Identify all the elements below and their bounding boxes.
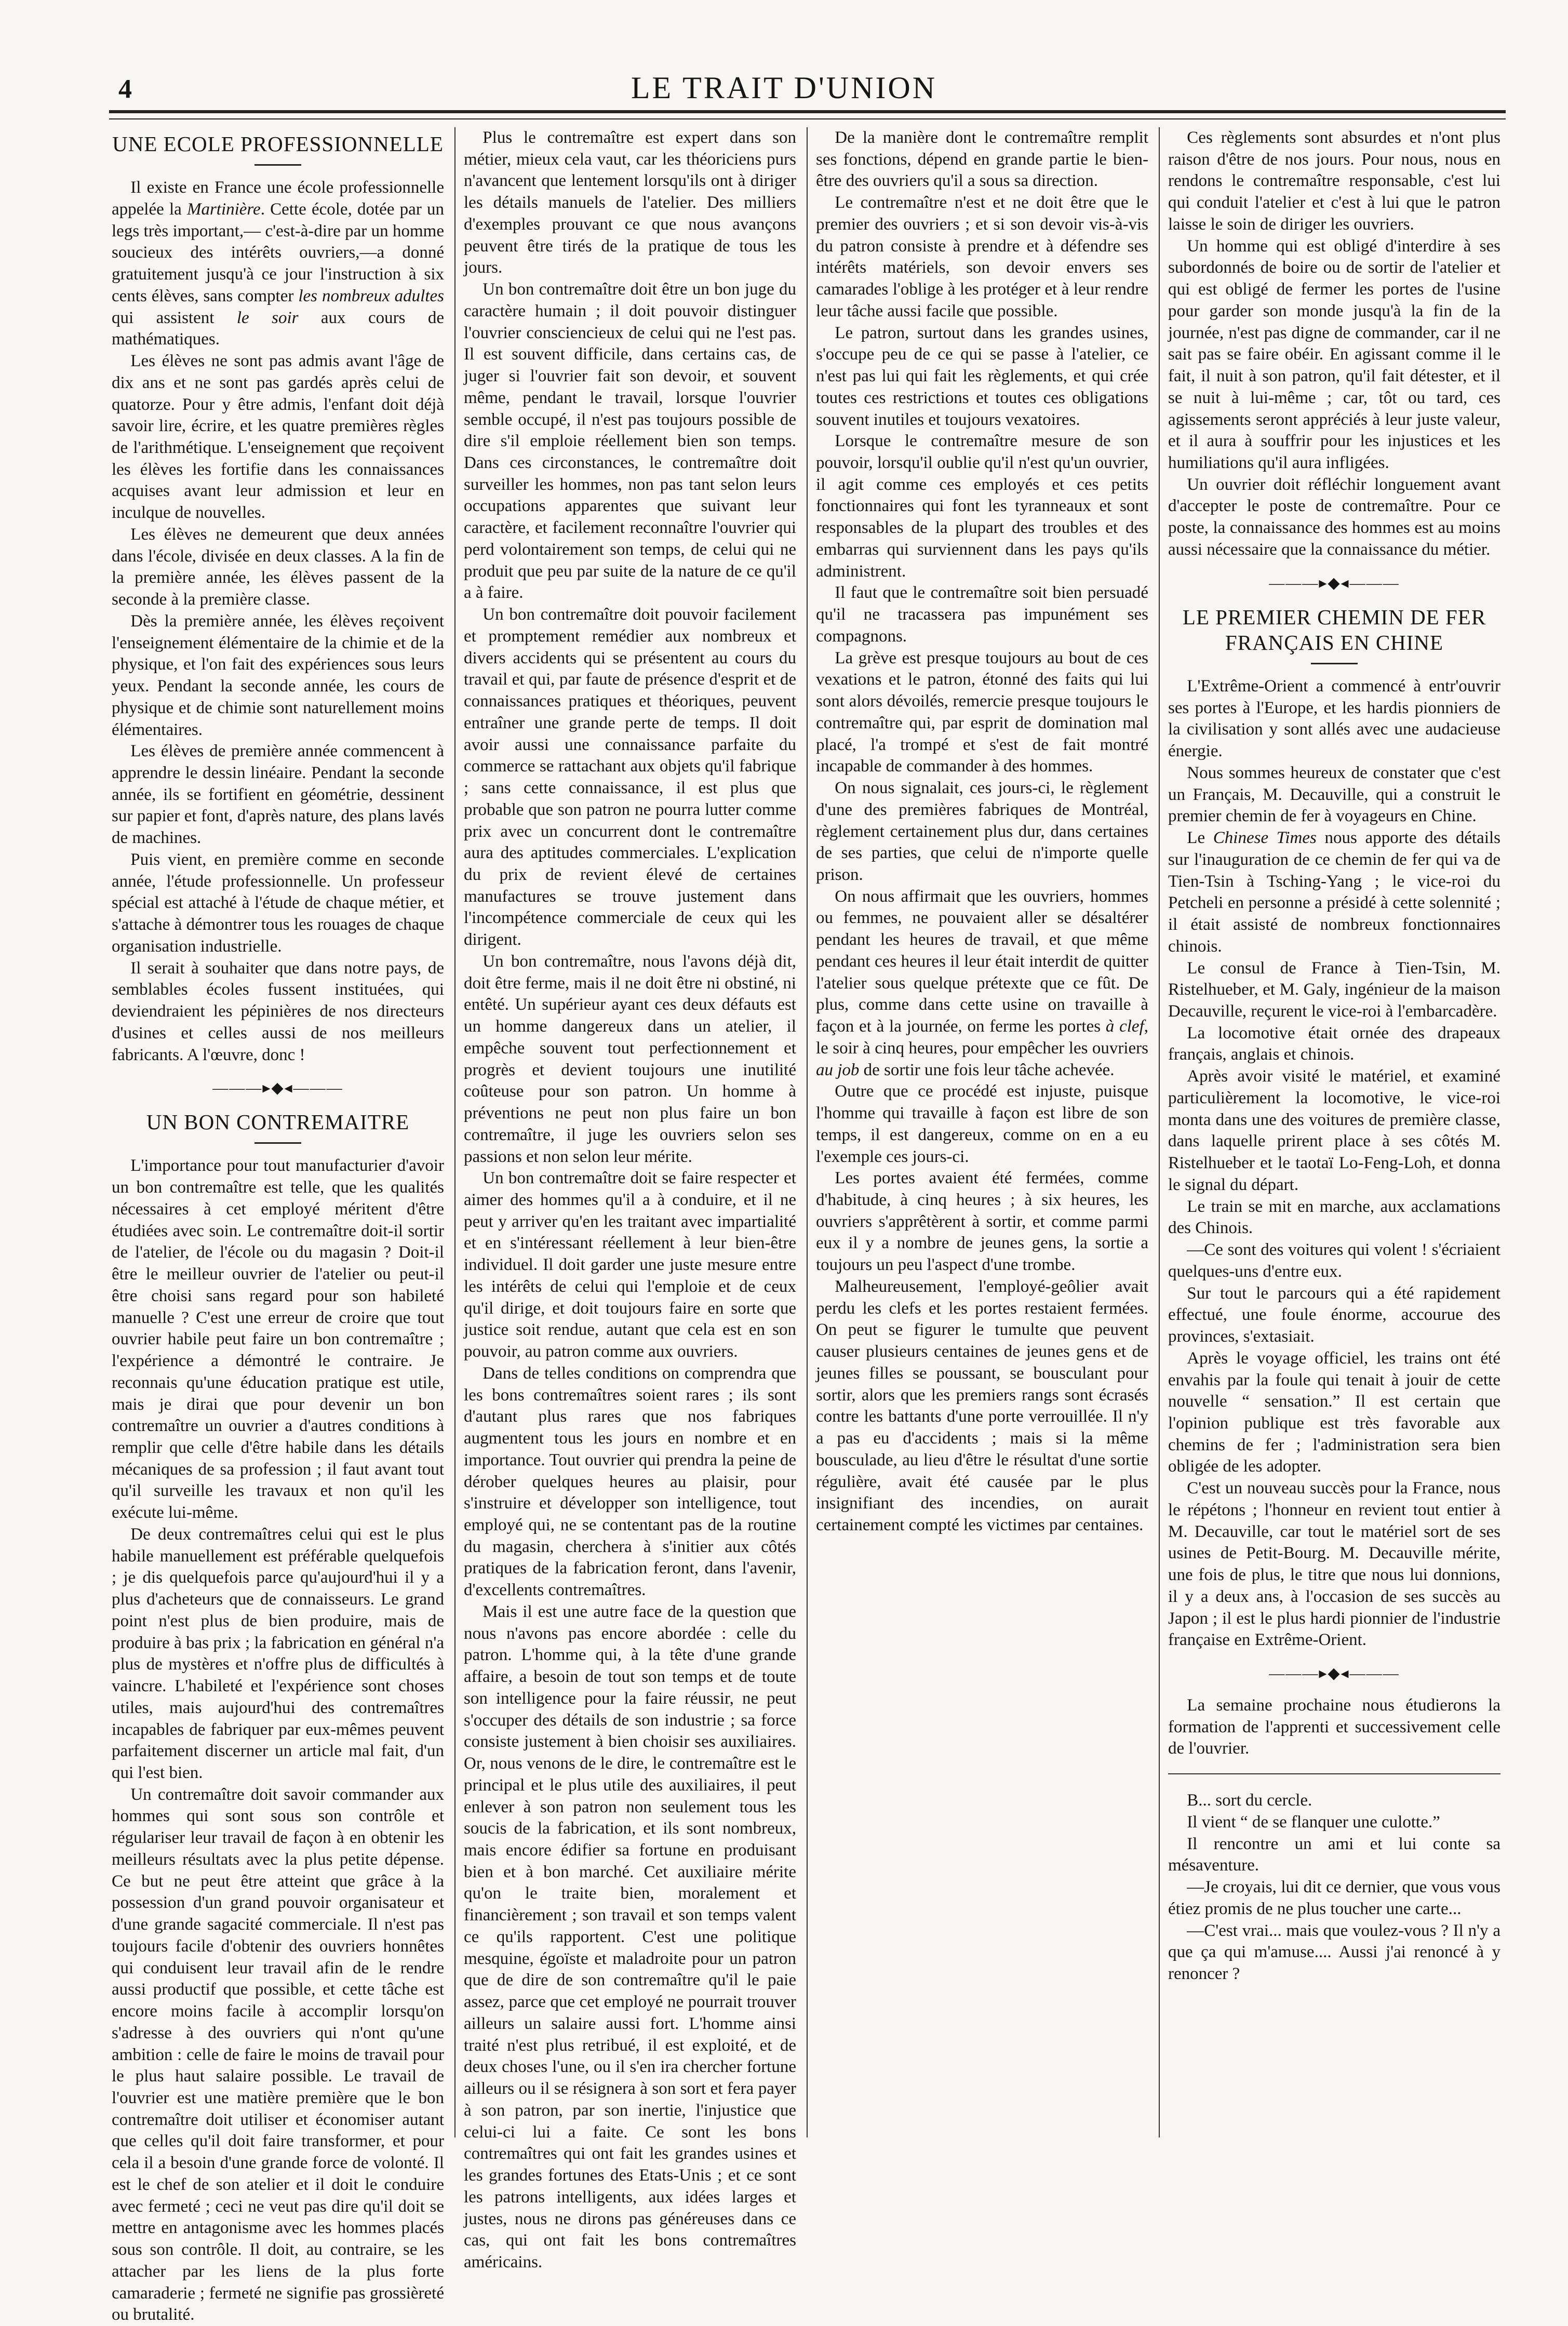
paragraph: Les élèves ne demeurent que deux années dans l'école, divisée en deux classes. A la fin de la première année, les élèves passent de la seconde à la première classe. — [112, 525, 444, 609]
section-divider — [1168, 1773, 1500, 1774]
paragraph: On nous signalait, ces jours-ci, le règlement d'une des premières fabriques de Montréal, règlement certainement plus dur, dans certaines de ses parties, que celui de n'importe quelle prison. — [816, 779, 1148, 884]
paragraph: Dans de telles conditions on comprendra que les bons contremaîtres soient rares ; ils sont d'autant plus rares que nos fabriques augmentent tous les jours en nombre et en importance. Tout ouvrier qui prendra la peine de dérober quelques heures au plaisir, pour s'instruire et développer son intelligence, tout employé qui, ne se contentant pas de la routine du magasin, cherchera à s'initier aux côtés pratiques de la fabrication feront, dans l'avenir, d'excellents contremaîtres. — [464, 1363, 796, 1600]
paragraph: Puis vient, en première comme en seconde année, l'étude professionnelle. Un professeur spécial est attaché à l'étude de chaque métier, et s'attache à démontrer tous les rouages de chaque organisation industrielle. — [112, 850, 444, 956]
title-rule — [1311, 663, 1358, 664]
paragraph: On nous affirmait que les ouvriers, hommes ou femmes, ne pouvaient aller se désaltérer pendant les heures de travail, et que même pendant ces heures il leur était interdit de quitter l'atelier sous quelque prétexte que ce fût. De plus, comme dans cette usine on travaille à façon et à la journée, on ferme les portes à clef, le soir à cinq heures, pour empêcher les ouvriers au job de sortir une fois leur tâche achevée. — [816, 887, 1148, 1079]
column-rule — [1159, 127, 1160, 2137]
paragraph: Un bon contremaître, nous l'avons déjà dit, doit être ferme, mais il ne doit être ni obstiné, ni entêté. Un supérieur ayant ces deux défauts est un homme dangereux dans un atelier, il empêche souvent tout perfectionnement et progrès et devient toujours une inutilité coûteuse pour son patron. Un homme à préventions ne peut non plus faire un bon contremaître, il juge les ouvriers selon ses passions et non selon leur mérite. — [464, 952, 796, 1166]
page-number: 4 — [118, 74, 132, 104]
paragraph: —Ce sont des voitures qui volent ! s'écriaient quelques-uns d'entre eux. — [1168, 1240, 1500, 1281]
anecdote-line: Il rencontre un ami et lui conte sa mésaventure. — [1168, 1834, 1500, 1875]
paragraph: Il serait à souhaiter que dans notre pays, de semblables écoles fussent instituées, qui deviendraient les pépinières de nos directeurs d'usines et celles aussi de nos meilleurs fabricants. A l'œuvre, donc ! — [112, 958, 444, 1064]
paragraph: Un homme qui est obligé d'interdire à ses subordonnés de boire ou de sortir de l'atelier et qui est obligé de fermer les portes de l'usine pour garder son monde jusqu'à la fin de la journée, n'est pas digne de commander, car il ne sait pas se faire obéir. En agissant comme il le fait, il nuit à son patron, qu'il fait détester, et il se nuit à lui-même ; car, tôt ou tard, ces agissements seront appréciés à leur juste valeur, et il aura à souffrir pour les injustices et les humiliations qu'il aura infligées. — [1168, 236, 1500, 473]
column-1 — [112, 127, 445, 2324]
paragraph: Plus le contremaître est expert dans son métier, mieux cela vaut, car les théoriciens purs n'avancent que lentement lorsqu'ils ont à diriger les détails manuels de l'atelier. Des milliers d'exemples prouvant ce que nous avançons peuvent être tirés de la pratique de tous les jours. — [464, 128, 796, 277]
newspaper-title: LE TRAIT D'UNION — [631, 71, 937, 105]
paragraph: Après avoir visité le matériel, et examiné particulièrement la locomotive, le vice-roi monta dans une des voitures de première classe, dans laquelle prirent place à ses côtés M. Ristelhueber et le taotaï Lo-Feng-Loh, et donna le signal du départ. — [1168, 1067, 1500, 1194]
paragraph: Le consul de France à Tien-Tsin, M. Ristelhueber, et M. Galy, ingénieur de la maison Decauville, reçurent le vice-roi à l'embarcadère. — [1168, 958, 1500, 1021]
title-rule — [254, 1142, 301, 1144]
paragraph: Ces règlements sont absurdes et n'ont plus raison d'être de nos jours. Pour nous, nous en rendons le contremaître responsable, c'est lui qui conduit l'atelier et c'est à lui que le patron laisse le soin de diriger les ouvriers. — [1168, 128, 1500, 234]
paragraph: Nous sommes heureux de constater que c'est un Français, M. Decauville, qui a construit le premier chemin de fer à voyageurs en Chine. — [1168, 763, 1500, 826]
anecdote-line: B... sort du cercle. — [1187, 1791, 1312, 1810]
column-3 — [816, 127, 1148, 2143]
masthead-rule — [109, 110, 1506, 113]
article-title-chemin: LE PREMIER CHEMIN DE FER FRANÇAIS EN CHINE — [1182, 605, 1486, 654]
paragraph: Un contremaître doit savoir commander aux hommes qui sont sous son contrôle et régulariser leur travail de façon à en obtenir les meilleurs résultats avec la plus petite dépense. Ce but ne peut être atteint que grâce à la possession d'un grand pouvoir organisateur et d'une grande sagacité commerciale. Il n'est pas toujours facile d'obtenir des ouvriers honnêtes qui conduisent leur travail afin de le rendre aussi productif que possible, et cette tâche est encore moins facile à accomplir lorsqu'on s'adresse à des ouvriers qui n'ont qu'une ambition : celle de faire le moins de travail pour le plus haut salaire possible. Le travail de l'ouvrier est une matière première que le bon contremaître doit utiliser et économiser autant que celles qu'il doit faire transformer, et pour cela il a besoin d'une grande force de volonté. Il est le chef de son atelier et il doit le conduire avec fermeté ; ceci ne veut pas dire qu'il doit se mettre en antagonisme avec les hommes placés sous son contrôle. Il doit, au contraire, se les attacher par les liens de la plus forte camaraderie ; fermeté ne signifie pas grossièreté ou brutalité. — [112, 1785, 444, 2324]
paragraph: Un ouvrier doit réfléchir longuement avant d'accepter le poste de contremaître. Pour ce poste, la connaissance des hommes est au moins aussi nécessaire que la connaissance du métier. — [1168, 475, 1500, 559]
ornament-separator: ———▸◆◂——— — [1269, 574, 1400, 592]
paragraph: La grève est presque toujours au bout de ces vexations et le patron, étonné des faits qui lui sont alors dévoilés, remercie presque toujours le contremaître qui, par esprit de domination mal placé, l'a trompé et s'est de fait montré incapable de commander à des hommes. — [816, 648, 1148, 776]
masthead — [0, 0, 1568, 130]
note-paragraph: La semaine prochaine nous étudierons la formation de l'apprenti et successivement celle de l'ouvrier. — [1168, 1695, 1500, 1758]
paragraph: Le patron, surtout dans les grandes usines, s'occupe peu de ce qui se passe à l'atelier, ce n'est pas lui qui fait les règlements, et qui crée toutes ces restrictions et toutes ces obligations souvent inutiles et toujours vexatoires. — [816, 323, 1148, 429]
column-rule — [454, 127, 455, 2137]
column-2 — [464, 127, 796, 2271]
article-title-ecole: UNE ECOLE PROFESSIONNELLE — [112, 132, 444, 156]
paragraph: Les élèves de première année commencent à apprendre le dessin linéaire. Pendant la seconde année, ils se fortifient en géométrie, dessinent sur papier et font, d'après nature, des plans lavés de machines. — [112, 742, 444, 848]
ornament-separator: ———▸◆◂——— — [212, 1079, 343, 1097]
paragraph: L'Extrême-Orient a commencé à entr'ouvrir ses portes à l'Europe, et les hardis pionniers de la civilisation y sont allés avec une audacieuse énergie. — [1168, 677, 1500, 761]
paragraph: La locomotive était ornée des drapeaux français, anglais et chinois. — [1168, 1023, 1500, 1064]
paragraph: Un bon contremaître doit se faire respecter et aimer des hommes qu'il a à conduire, et il ne peut y arriver qu'en les traitant avec impartialité et en s'intéressant réellement à leur bien-être individuel. Il doit garder une juste mesure entre les intérêts de celui qui l'emploie et de ceux qu'il dirige, et doit toujours faire en sorte que justice soit rendue, autant que cela est en son pouvoir, au patron comme aux ouvriers. — [464, 1169, 796, 1361]
article-title-contremaitre: UN BON CONTREMAITRE — [146, 1110, 410, 1134]
anecdote-line: Il vient “ de se flanquer une culotte.” — [1187, 1812, 1440, 1832]
paragraph: De la manière dont le contremaître remplit ses fonctions, dépend en grande partie le bien-être des ouvriers qu'il a sous sa direction. — [816, 128, 1148, 191]
masthead-rule-thin — [109, 118, 1506, 119]
paragraph: Outre que ce procédé est injuste, puisque l'homme qui travaille à façon est libre de son temps, il est dangereux, comme on en a eu l'exemple ces jours-ci. — [816, 1082, 1148, 1166]
paragraph: Dès la première année, les élèves reçoivent l'enseignement élémentaire de la chimie et de la physique, et l'on fait des expériences sous leurs yeux. Pendant la seconde année, les cours de physique et de chimie sont naturellement moins élémentaires. — [112, 611, 444, 739]
paragraph: C'est un nouveau succès pour la France, nous le répétons ; l'honneur en revient tout entier à M. Decauville, car tout le matériel sort de ses usines de Petit-Bourg. M. Decauville mérite, une fois de plus, le titre que nous lui donnions, il y a deux ans, à l'occasion de ses succès au Japon ; il est le plus hardi pionnier de l'industrie française en Extrême-Orient. — [1168, 1479, 1500, 1650]
paragraph: Les élèves ne sont pas admis avant l'âge de dix ans et ne sont pas gardés après celui de quatorze. Pour y être admis, l'enfant doit déjà savoir lire, écrire, et les quatre premières règles de l'arithmétique. L'enseignement que reçoivent les élèves les fortifie dans les connaissances acquises avant leur admission et leur en inculque de nouvelles. — [112, 352, 444, 523]
anecdote-line: —C'est vrai... mais que voulez-vous ? Il n'y a que ça qui m'amuse.... Aussi j'ai renoncé à y renoncer ? — [1168, 1921, 1500, 1984]
paragraph: Le contremaître n'est et ne doit être que le premier des ouvriers ; et si son devoir vis-à-vis du patron consiste à prendre et à défendre ses intérêts matériels, son devoir envers ses camarades l'oblige à les protéger et à leur rendre leur tâche aussi facile que possible. — [816, 193, 1148, 320]
paragraph: Un bon contremaître doit pouvoir facilement et promptement remédier aux nombreux et divers accidents qui se présentent au cours du travail et qui, par faute de présence d'esprit et de connaissances pratiques et théoriques, peuvent entraîner une grande perte de temps. Il doit avoir aussi une connaissance parfaite du commerce se rattachant aux objets qu'il fabrique ; sans cette connaissance, il est plus que probable que son patron ne pourra lutter comme prix avec un concurrent dont le contremaître aura des aptitudes commerciales. L'explication du prix de revient élevé de certaines manufactures se trouve justement dans l'incompétence commerciale de ceux qui les dirigent. — [464, 605, 796, 950]
paragraph: Sur tout le parcours qui a été rapidement effectué, une foule énorme, accourue des provinces, s'extasiait. — [1168, 1284, 1500, 1346]
paragraph: Le train se mit en marche, aux acclamations des Chinois. — [1168, 1197, 1500, 1238]
anecdote-line: —Je croyais, lui dit ce dernier, que vous vous étiez promis de ne plus toucher une carte... — [1168, 1878, 1500, 1918]
column-rule — [807, 127, 808, 2137]
paragraph: Le Chinese Times nous apporte des détails sur l'inauguration de ce chemin de fer qui va de Tien-Tsin à Tsching-Yang ; le vice-roi du Petcheli en personne a présidé à cette solennité ; il était assisté de nombreux fonctionnaires chinois. — [1168, 828, 1500, 956]
paragraph: Après le voyage officiel, les trains ont été envahis par la foule qui tenait à jouir de cette nouvelle “ sensation.” Il est certain que l'opinion publique est très favorable aux chemins de fer ; l'administration sera bien obligée de les adopter. — [1168, 1348, 1500, 1476]
paragraph: Il faut que le contremaître soit bien persuadé qu'il ne tracassera pas impunément ses compagnons. — [816, 583, 1148, 646]
paragraph: Mais il est une autre face de la question que nous n'avons pas encore abordée : celle du patron. L'homme qui, à la tête d'une grande affaire, a besoin de tout son temps et de toute son intelligence pour la faire réussir, ne peut s'occuper des détails de son industrie ; sa force consiste justement à bien choisir ses auxiliaires. Or, nous venons de le dire, le contremaître est le principal et le plus utile des auxiliaires, il peut enlever à son patron non seulement tous les soucis de la fabrication, et ils sont nombreux, mais encore édifier sa fortune en produisant bien et à bon marché. Cet auxiliaire mérite qu'on le traite bien, moralement et financièrement ; son travail et son temps valent ce qu'ils rapportent. C'est une politique mesquine, égoïste et maladroite pour un patron que de dire de son contremaître qu'il le paie assez, parce que cet employé ne pourrait trouver ailleurs un salaire aussi fort. L'homme ainsi traité n'est plus retribué, il est exploité, et de deux choses l'une, ou il s'en ira chercher fortune ailleurs ou il se résignera à son sort et fera payer à son patron, par son inertie, l'injustice que celui-ci lui a faite. Ce sont les bons contremaîtres qui ont fait les grandes usines et les grandes fortunes des Etats-Unis ; et ce sont les patrons intelligents, aux idées larges et justes, nous ne dirons pas généreuses dans ce cas, qui ont fait les bons contremaîtres américains. — [464, 1602, 796, 2271]
paragraph: Il existe en France une école professionnelle appelée la Martinière. Cette école, dotée par un legs très important,— c'est-à-dire par un homme soucieux des intérêts ouvriers,—a donné gratuitement jusqu'à ce jour l'instruction à six cents élèves, sans compter les nombreux adultes qui assistent le soir aux cours de mathématiques. — [112, 178, 445, 349]
paragraph: L'importance pour tout manufacturier d'avoir un bon contremaître est telle, que les qualités nécessaires à cet employé méritent d'être étudiées avec soin. Le contremaître doit-il sortir de l'atelier, de l'école ou du magasin ? Doit-il être le meilleur ouvrier de l'atelier ou peut-il être choisi sans regard pour son habileté manuelle ? C'est une erreur de croire que tout ouvrier habile peut faire un bon contremaître ; l'expérience a démontré le contraire. Je reconnais qu'une éducation pratique est utile, mais je dirai que pour devenir un bon contremaître un ouvrier a d'autres conditions à remplir que celle d'être habile dans les détails mécaniques de sa profession ; il faut avant tout qu'il surveille les travaux et non qu'il les exécute lui-même. — [112, 1156, 444, 1522]
paragraph: Un bon contremaître doit être un bon juge du caractère humain ; il doit pouvoir distinguer l'ouvrier consciencieux de celui qui ne l'est pas. Il est souvent difficile, dans certains cas, de juger si l'ouvrier fait son devoir, et souvent même, pendant le travail, lorsque l'ouvrier semble occupé, il n'est pas toujours possible de dire s'il emploie réellement bien son temps. Dans ces circonstances, le contremaître doit surveiller les hommes, non pas tant selon leurs occupations apparentes que suivant leur caractère, et facilement reconnaître l'ouvrier qui perd volontairement son temps, de celui qui ne produit que peu par suite de la nature de ce qu'il a à faire. — [464, 280, 796, 603]
ornament-separator: ———▸◆◂——— — [1269, 1665, 1400, 1682]
title-rule — [254, 164, 301, 166]
paragraph: Les portes avaient été fermées, comme d'habitude, à cinq heures ; à six heures, les ouvriers s'apprêtèrent à sortir, et comme parmi eux il y a nombre de jeunes gens, la sortie a toujours un peu l'aspect d'une trombe. — [816, 1169, 1148, 1275]
paragraph: Lorsque le contremaître mesure de son pouvoir, lorsqu'il oublie qu'il n'est qu'un ouvrier, il agit comme ces employés et ces petits fonctionnaires qui font les tyranneaux et sont responsables de la plupart des troubles et des embarras qui surviennent dans les pays qu'ils administrent. — [816, 432, 1148, 581]
paragraph: Malheureusement, l'employé-geôlier avait perdu les clefs et les portes restaient fermées. On peut se figurer le tumulte que peuvent causer plusieurs centaines de jeunes gens et de jeunes filles se poussant, se bousculant pour sortir, alors que les premiers rangs sont écrasés contre les battants d'une porte verrouillée. Il n'y a pas eu d'accidents ; mais si la même bousculade, au lieu d'être le résultat d'une sortie régulière, avait été causée par le plus insignifiant des incendies, on aurait certainement compté les victimes par centaines. — [816, 1277, 1148, 1534]
column-4 — [1168, 127, 1500, 2143]
paragraph: De deux contremaîtres celui qui est le plus habile manuellement est préférable quelquefois ; je dis quelquefois parce qu'aujourd'hui il y a plus d'acheteurs que de connaisseurs. Le grand point n'est plus de bien produire, mais de produire à bas prix ; la fabrication en général n'a plus de mystères et n'offre plus de difficultés à vaincre. L'habileté et l'expérience sont choses utiles, mais aujourd'hui des contremaîtres incapables de fabriquer par eux-mêmes peuvent parfaitement discerner un article mal fait, d'un qui l'est bien. — [112, 1525, 444, 1782]
